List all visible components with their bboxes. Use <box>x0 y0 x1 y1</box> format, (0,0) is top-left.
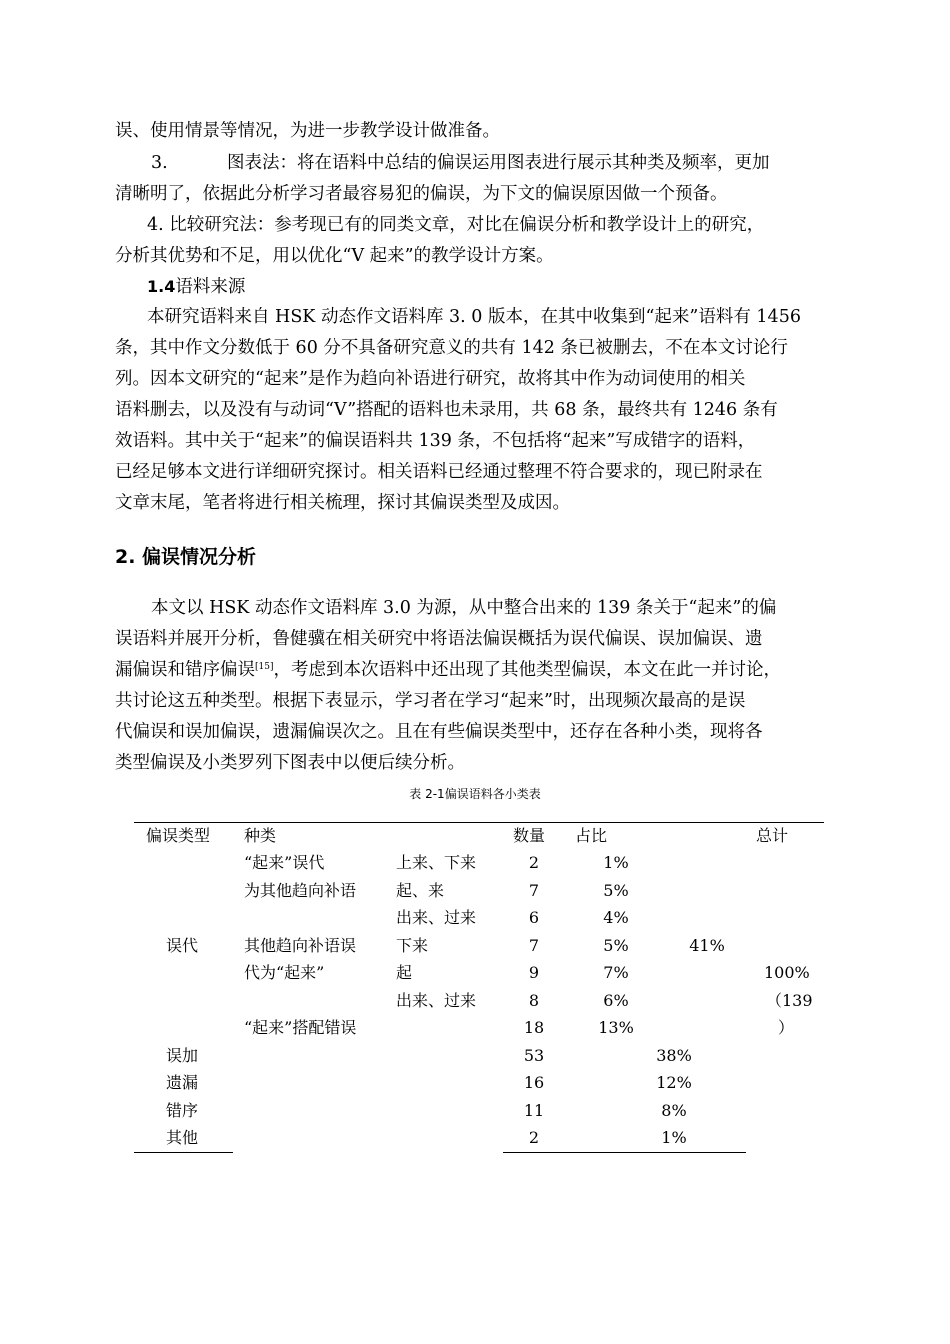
total-count: （139 <box>766 991 813 1010</box>
paragraph-line: 4. 比较研究法：参考现已有的同类文章，对比在偏误分析和教学设计上的研究， <box>147 215 765 235</box>
header-ratio: 占比 <box>575 826 608 845</box>
paragraph-line: 已经足够本文进行详细研究探讨。相关语料已经通过整理不符合要求的，现已附录在 <box>115 462 763 482</box>
header-total: 总计 <box>756 826 789 845</box>
table-cell-ratio: 8% <box>661 1101 687 1120</box>
type-wudai: 误代 <box>166 936 199 955</box>
header-type: 偏误类型 <box>146 826 211 845</box>
header-count: 数量 <box>513 826 546 845</box>
paragraph-line: 共讨论这五种类型。根据下表显示，学习者在学习“起来”时，出现频次最高的是误 <box>115 691 746 711</box>
table-cell-kind: 下来 <box>396 936 429 955</box>
table-bottom-rule <box>134 1152 233 1153</box>
paragraph-line: 分析其优势和不足，用以优化“V 起来”的教学设计方案。 <box>115 246 554 266</box>
table-cell-ratio: 13% <box>598 1018 634 1037</box>
paragraph-line: 条，其中作文分数低于 60 分不具备研究意义的共有 142 条已被删去，不在本文讨论行 <box>115 338 788 358</box>
table-cell-count: 7 <box>528 936 540 955</box>
paragraph-line: 本文以 HSK 动态作文语料库 3.0 为源，从中整合出来的 139 条关于“起来”的偏 <box>151 598 777 618</box>
table-cell-kind: 起、来 <box>396 881 445 900</box>
paragraph-line: 代偏误和误加偏误，遗漏偏误次之。且在有些偏误类型中，还存在各种小类，现将各 <box>115 722 763 742</box>
table-cell-count: 18 <box>523 1018 545 1037</box>
table-cell-kind: 上来、下来 <box>396 853 477 872</box>
table-cell-count: 2 <box>528 1128 540 1147</box>
type-label: 遗漏 <box>166 1073 199 1092</box>
table-cell-count: 16 <box>523 1073 545 1092</box>
paragraph-line: 图表法：将在语料中总结的偏误运用图表进行展示其种类及频率，更加 <box>227 153 770 173</box>
table-cell-ratio: 6% <box>603 991 629 1010</box>
text-span: 漏偏误和错序偏误 <box>115 660 255 680</box>
paragraph-line: 本研究语料来自 HSK 动态作文语料库 3. 0 版本，在其中收集到“起来”语料有 1456 <box>147 307 801 327</box>
heading-number: 1.4 <box>147 277 176 296</box>
subgroup-label: 为其他趋向补语 <box>244 881 357 900</box>
table-bottom-rule <box>503 1152 746 1153</box>
paragraph-line <box>115 655 781 685</box>
table-cell-ratio: 5% <box>603 936 629 955</box>
section-heading-1-4 <box>147 272 245 302</box>
subgroup-label: “起来”搭配错误 <box>244 1018 357 1037</box>
table-cell-ratio: 5% <box>603 881 629 900</box>
paragraph-line: 语料删去，以及没有与动词“V”搭配的语料也未录用，共 68 条，最终共有 1246 条有 <box>115 400 778 420</box>
table-cell-count: 6 <box>528 908 540 927</box>
table-cell-ratio: 4% <box>603 908 629 927</box>
type-label: 其他 <box>166 1128 199 1147</box>
table-cell-ratio: 1% <box>603 853 629 872</box>
paragraph-line: 效语料。其中关于“起来”的偏误语料共 139 条，不包括将“起来”写成错字的语料， <box>115 431 756 451</box>
paragraph-line: 清晰明了，依据此分析学习者最容易犯的偏误，为下文的偏误原因做一个预备。 <box>115 184 728 204</box>
table-cell-ratio: 7% <box>603 963 629 982</box>
paragraph-line: 类型偏误及小类罗列下图表中以便后续分析。 <box>115 753 465 773</box>
table-cell-kind: 起 <box>396 963 413 982</box>
group-ratio-wudai: 41% <box>689 936 725 955</box>
type-label: 错序 <box>166 1101 199 1120</box>
subgroup-label: 代为“起来” <box>244 963 325 982</box>
table-cell-kind: 出来、过来 <box>396 908 477 927</box>
list-number: 3. <box>151 153 168 173</box>
paragraph-line: 文章末尾，笔者将进行相关梳理，探讨其偏误类型及成因。 <box>115 493 570 513</box>
citation-ref: [15] <box>255 662 274 672</box>
table-cell-count: 11 <box>523 1101 545 1120</box>
total-value: 100% <box>764 963 810 982</box>
table-cell-kind: 出来、过来 <box>396 991 477 1010</box>
section-heading-2: 2. 偏误情况分析 <box>115 546 257 568</box>
paragraph-line: 误、使用情景等情况，为进一步教学设计做准备。 <box>115 121 500 141</box>
table-cell-count: 2 <box>528 853 540 872</box>
table-cell-count: 7 <box>528 881 540 900</box>
paragraph-line: 误语料并展开分析，鲁健骥在相关研究中将语法偏误概括为误代偏误、误加偏误、遗 <box>115 629 763 649</box>
type-label: 误加 <box>166 1046 199 1065</box>
table-cell-ratio: 12% <box>656 1073 692 1092</box>
table-cell-count: 9 <box>528 963 540 982</box>
table-cell-count: 53 <box>523 1046 545 1065</box>
text-span: ，考虑到本次语料中还出现了其他类型偏误，本文在此一并讨论， <box>273 660 781 680</box>
table-cell-count: 8 <box>528 991 540 1010</box>
table-cell-ratio: 1% <box>661 1128 687 1147</box>
paragraph-line: 列。因本文研究的“起来”是作为趋向补语进行研究，故将其中作为动词使用的相关 <box>115 369 746 389</box>
heading-text: 语料来源 <box>175 277 246 297</box>
subgroup-label: 其他趋向补语误 <box>244 936 357 955</box>
table-top-rule <box>134 822 824 823</box>
header-kind: 种类 <box>244 826 277 845</box>
table-cell-ratio: 38% <box>656 1046 692 1065</box>
total-close: ） <box>778 1018 795 1037</box>
subgroup-label: “起来”误代 <box>244 853 325 872</box>
table-caption: 表 2-1偏误语料各小类表 <box>409 787 541 801</box>
